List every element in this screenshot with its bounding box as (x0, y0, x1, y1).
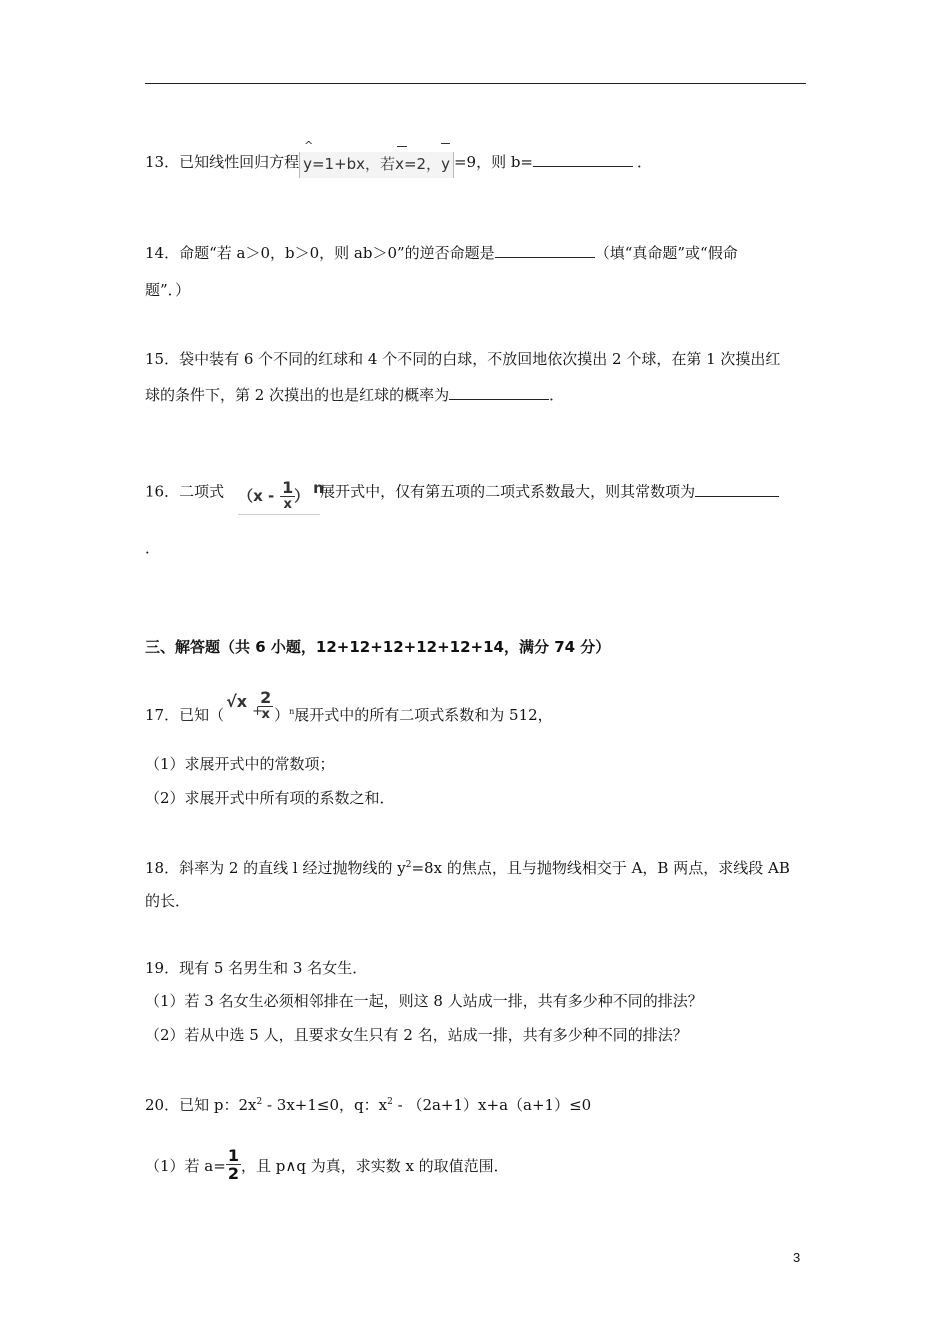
q17-exponent: n (289, 707, 295, 716)
q16-binomial-image (238, 478, 324, 515)
q16-prefix: 16．二项式 (145, 482, 225, 501)
question-19-line1 (145, 958, 367, 978)
q17-right: ） (274, 706, 290, 724)
q13-end: ． (637, 153, 653, 171)
q17-sqrt: √x (226, 692, 248, 711)
q18-sup: 2 (405, 860, 412, 870)
question-15-line2 (145, 385, 564, 405)
q17-prefix: 17．已知（ (145, 706, 225, 724)
q15-line1: 15．袋中装有 6 个不同的红球和 4 个不同的白球，不放回地依次摸出 2 个球，在第 1 次摸出红 (145, 350, 781, 368)
q17-num: 2 (260, 688, 272, 707)
question-16 (145, 476, 779, 512)
q15-end: ． (549, 386, 565, 404)
q20-num: 1 (227, 1146, 239, 1165)
question-14-line2 (145, 280, 190, 300)
q14-line2: 题”．） (145, 281, 191, 299)
q14-text: 14．命题“若 a＞0，b＞0，则 ab＞0”的逆否命题是 (145, 244, 495, 262)
answer-blank-16 (695, 482, 779, 497)
q19-part2: （2）若从中选 5 人，且要求女生只有 2 名，站成一排，共有多少种不同的排法？ (145, 1026, 688, 1044)
q19-part1: （1）若 3 名女生必须相邻排在一起，则这 8 人站成一排，共有多少种不同的排法？ (145, 992, 703, 1010)
q16-suffix: 展开式中，仅有第五项的二项式系数最大，则其常数项为 (320, 482, 696, 501)
question-20 (145, 1092, 591, 1115)
q16-den: x (283, 497, 292, 512)
hat-mark: ^ (304, 139, 314, 152)
question-17 (145, 688, 553, 736)
answer-blank-13 (533, 152, 633, 167)
q16-fraction (280, 480, 295, 511)
q17-suffix: 展开式中的所有二项式系数和为 512， (294, 706, 553, 724)
q13-after: =9，则 b= (453, 153, 534, 171)
q13-formula-text: y=1+bx，若 (303, 155, 396, 173)
answer-blank-14 (495, 243, 595, 258)
q18-line1a: 18．斜率为 2 的直线 l 经过抛物线的 y (145, 859, 406, 877)
section-3-title: 三、解答题（共 6 小题，12+12+12+12+12+14，满分 74 分） (145, 638, 611, 656)
question-19-part1 (145, 991, 703, 1011)
q20-sup1: 2 (256, 1097, 263, 1107)
q13-formula-image (299, 139, 454, 178)
question-19-part2 (145, 1025, 688, 1045)
q18-line1b: =8x 的焦点，且与抛物线相交于 A，B 两点，求线段 AB (411, 859, 790, 877)
question-16-end (145, 538, 160, 558)
xbar-line (397, 146, 407, 147)
q16-exponent: n (313, 479, 324, 497)
q16-num: 1 (282, 478, 294, 497)
q17-part2: （2）求展开式中所有项的系数之和． (145, 789, 395, 807)
q16-expr-left: （x - (238, 487, 275, 505)
answer-blank-15 (449, 385, 549, 400)
q15-line2: 球的条件下，第 2 次摸出的也是红球的概率为 (145, 386, 450, 404)
q18-line2: 的长． (145, 892, 191, 910)
q17-expression-image (224, 688, 274, 738)
q16-end: ． (145, 539, 161, 557)
q17-den: x (261, 707, 270, 722)
q20-part1-suffix: ，且 p∧q 为真，求实数 x 的取值范围． (240, 1157, 509, 1175)
ybar-line (441, 143, 450, 144)
page-number: 3 (793, 1250, 801, 1265)
q20-den: 2 (227, 1164, 239, 1183)
q20-sup2: 2 (387, 1097, 393, 1107)
question-18-line1 (145, 855, 790, 878)
q20-b: - 3x+1≤0，q：x (262, 1096, 388, 1114)
q20-a: 20．已知 p：2x (145, 1096, 257, 1114)
q13-ybar: y (441, 155, 450, 173)
q19-line1: 19．现有 5 名男生和 3 名女生． (145, 959, 368, 977)
q17-plus: + (252, 704, 263, 719)
header-rule (145, 83, 806, 84)
q20-fraction (226, 1148, 241, 1182)
question-13 (145, 139, 653, 176)
q20-part1-prefix: （1）若 a= (145, 1157, 226, 1175)
question-15-line1 (145, 349, 780, 369)
q16-expr-right: ） (294, 487, 310, 505)
question-20-part1 (145, 1146, 509, 1184)
q17-fraction (258, 690, 273, 721)
question-14-line1 (145, 243, 738, 263)
q13-prefix: 13．已知线性回归方程 (145, 153, 300, 171)
q20-c: - （2a+1）x+a（a+1）≤0 (392, 1096, 592, 1114)
q14-tail: （填“真命题”或“假命 (594, 244, 738, 262)
q17-part1: （1）求展开式中的常数项； (145, 755, 335, 773)
q13-xbar: x=2， (395, 155, 442, 173)
question-17-part1 (145, 754, 335, 774)
question-18-line2 (145, 891, 190, 911)
question-17-part2 (145, 788, 395, 808)
